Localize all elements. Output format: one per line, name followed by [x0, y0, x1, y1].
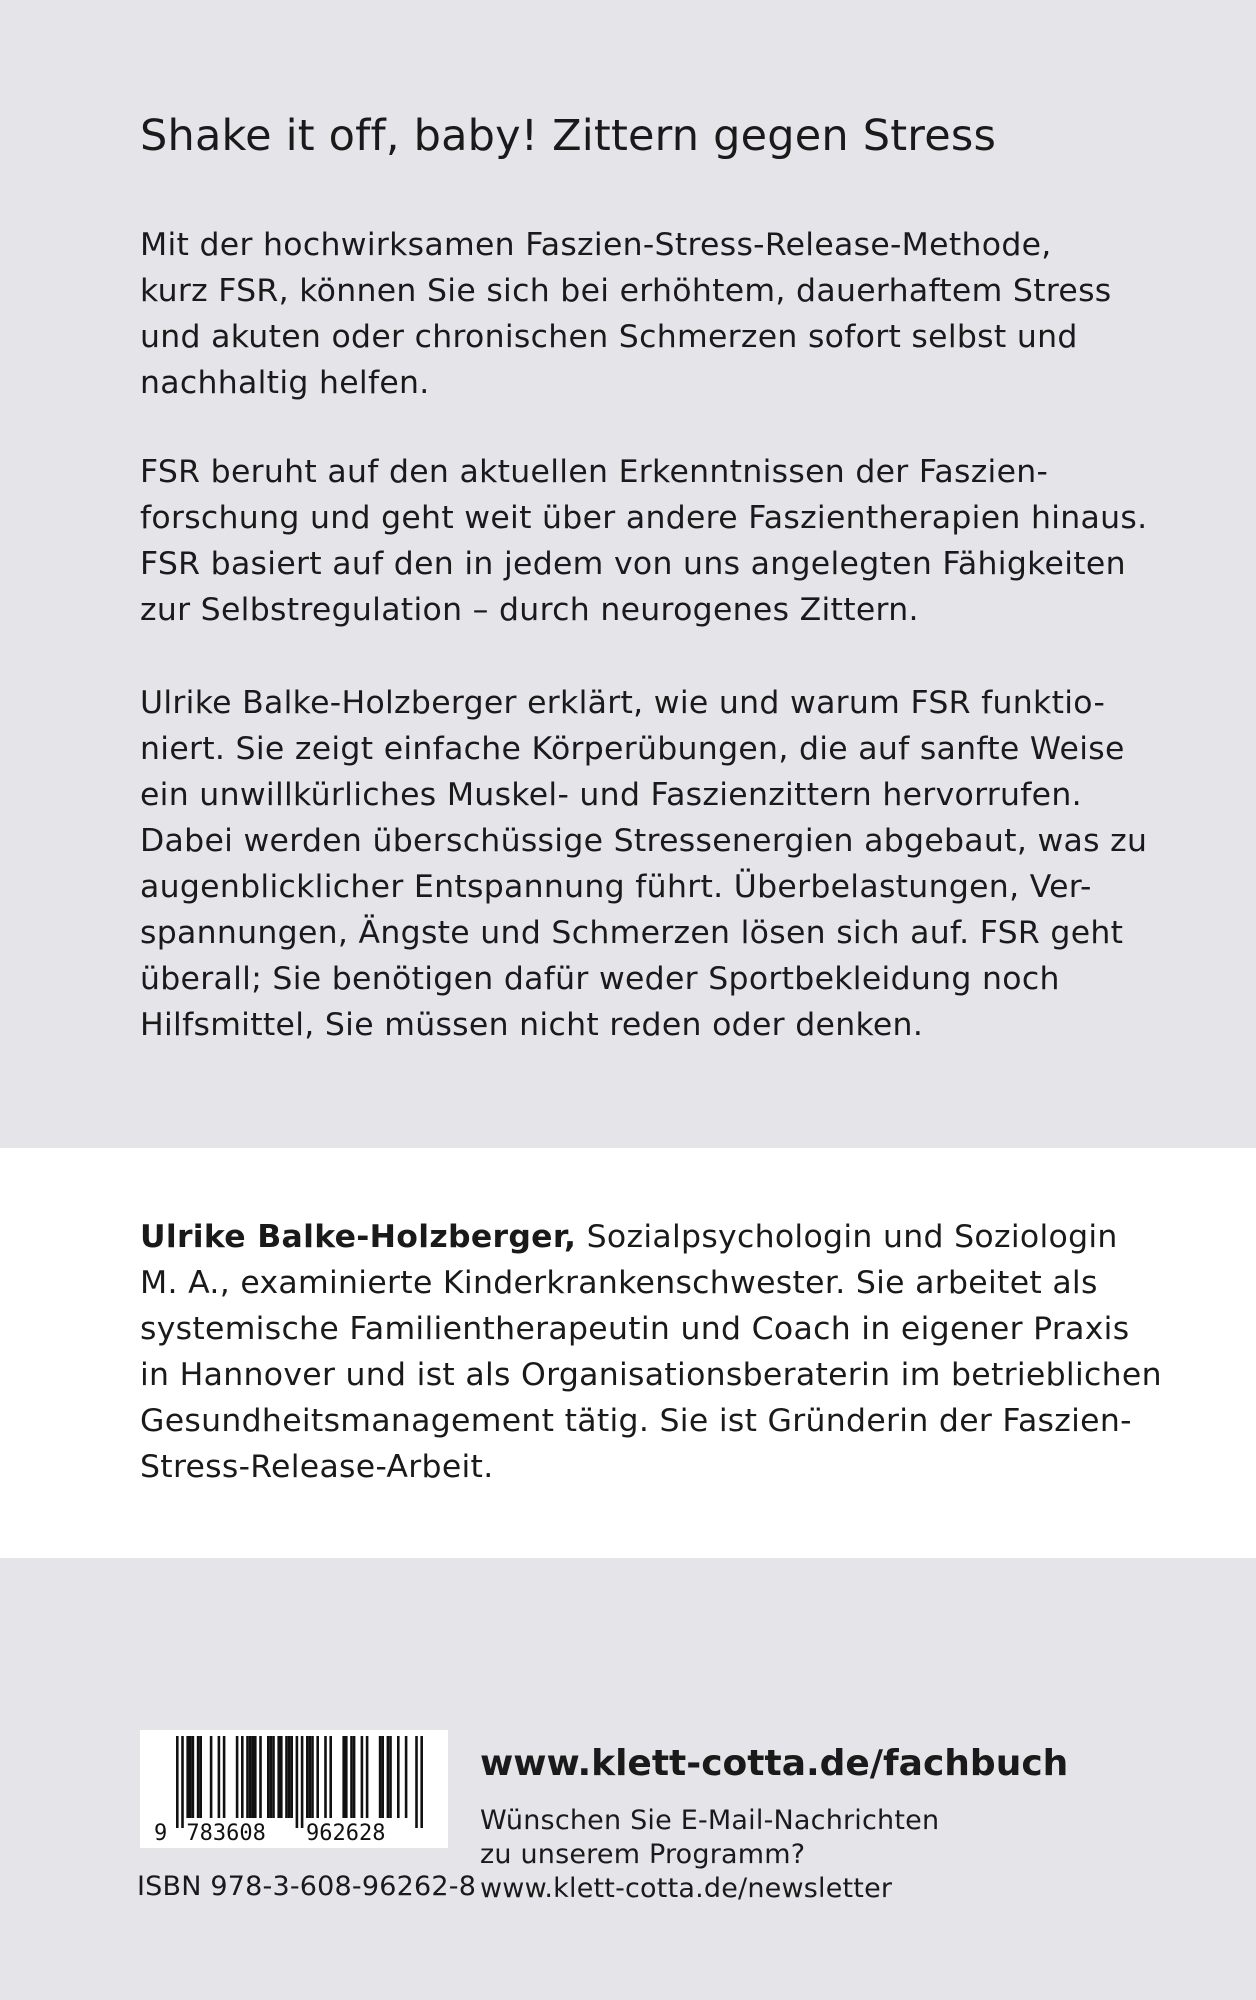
publisher-section [0, 1558, 1256, 2000]
publisher-website-link[interactable]: www.klett-cotta.de/fachbuch [480, 1743, 1069, 1784]
text-line: FSR basiert auf den in jedem von uns angelegten Fähigkeiten [140, 546, 1126, 582]
barcode-guard-bar [181, 1736, 184, 1828]
barcode-bar [405, 1736, 408, 1818]
text-line: in Hannover und ist als Organisationsberaterin im betrieblichen [140, 1357, 1162, 1393]
barcode-bar [306, 1736, 309, 1818]
barcode-bar [236, 1736, 239, 1818]
text-line: FSR beruht auf den aktuellen Erkenntnissen der Faszien- [140, 454, 1049, 490]
barcode-bar [290, 1736, 293, 1818]
barcode-bar [316, 1736, 319, 1818]
barcode-digit: 9 [154, 1821, 168, 1846]
headline: Shake it off, baby! Zittern gegen Stress [140, 111, 997, 161]
text-line [140, 1214, 1162, 1260]
isbn-label: ISBN 978-3-608-96262-8 [137, 1871, 477, 1902]
text-line: und akuten oder chronischen Schmerzen sofort selbst und [140, 319, 1078, 355]
barcode-bar [324, 1736, 327, 1818]
barcode-guard-bar [176, 1736, 179, 1828]
barcode-bar [251, 1736, 254, 1818]
barcode-guard-bar [301, 1736, 304, 1828]
text-line: nachhaltig helfen. [140, 365, 430, 401]
barcode-bar [197, 1736, 200, 1818]
blurb-paragraph-3 [140, 680, 1148, 1048]
barcode-bar [189, 1736, 192, 1818]
author-bio [140, 1214, 1162, 1490]
text-line: M. A., examinierte Kinderkrankenschwester. Sie arbeitet als [140, 1265, 1098, 1301]
text-line: Gesundheitsmanagement tätig. Sie ist Gründerin der Faszien- [140, 1403, 1132, 1439]
text-line: niert. Sie zeigt einfache Körperübungen, die auf sanfte Weise [140, 731, 1125, 767]
barcode-bar [342, 1736, 345, 1818]
barcode-bar [241, 1736, 244, 1818]
barcode-bar [366, 1736, 369, 1818]
text-line: Ulrike Balke-Holzberger erklärt, wie und warum FSR funktio- [140, 685, 1106, 721]
barcode-bar [397, 1736, 400, 1818]
text-line: kurz FSR, können Sie sich bei erhöhtem, dauerhaftem Stress [140, 273, 1112, 309]
text-line: überall; Sie benötigen dafür weder Sportbekleidung noch [140, 961, 1060, 997]
barcode-bar [288, 1736, 291, 1818]
blurb-paragraph-1 [140, 222, 1140, 406]
text-line: zur Selbstregulation – durch neurogenes Zittern. [140, 592, 919, 628]
barcode-bar [246, 1736, 249, 1818]
barcode-bar [345, 1736, 348, 1818]
text-line: spannungen, Ängste und Schmerzen lösen sich auf. FSR geht [140, 915, 1124, 951]
text-line: augenblicklicher Entspannung führt. Überbelastungen, Ver- [140, 869, 1092, 905]
barcode-bar [272, 1736, 275, 1818]
barcode-guard-bar [420, 1736, 423, 1828]
blurb-paragraph-2 [140, 449, 1148, 633]
text-line: Hilfsmittel, Sie müssen nicht reden oder denken. [140, 1007, 924, 1043]
barcode-bar [267, 1736, 270, 1818]
barcode-bar [277, 1736, 280, 1818]
text-line: Mit der hochwirksamen Faszien-Stress-Release-Methode, [140, 227, 1052, 263]
barcode-bar [389, 1736, 392, 1818]
bio-text: Sozialpsychologin und Soziologin [576, 1219, 1118, 1255]
text-line: ein unwillkürliches Muskel- und Faszienzittern hervorrufen. [140, 777, 1082, 813]
newsletter-note [480, 1804, 939, 1906]
barcode-bar [309, 1736, 312, 1818]
text-line: Stress-Release-Arbeit. [140, 1449, 494, 1485]
barcode-digits-left: 783608 [186, 1821, 266, 1846]
barcode-bar [361, 1736, 364, 1818]
barcode-bar [270, 1736, 273, 1818]
barcode-bar [350, 1736, 353, 1818]
text-line: zu unserem Programm? [480, 1839, 806, 1870]
barcode-graphic [140, 1730, 448, 1848]
barcode-bar [259, 1736, 262, 1818]
barcode-bar [199, 1736, 202, 1818]
barcode-bar [285, 1736, 288, 1818]
barcode-bar [192, 1736, 195, 1818]
newsletter-link[interactable]: www.klett-cotta.de/newsletter [480, 1873, 893, 1904]
author-bio-section [0, 1148, 1256, 1558]
barcode [140, 1730, 448, 1848]
barcode-guard-bar [296, 1736, 299, 1828]
barcode-bar [210, 1736, 213, 1818]
barcode-bar [249, 1736, 252, 1818]
barcode-bar [254, 1736, 257, 1818]
text-line: systemische Familientherapeutin und Coach in eigener Praxis [140, 1311, 1130, 1347]
barcode-bar [379, 1736, 382, 1818]
barcode-bar [311, 1736, 314, 1818]
barcode-bar [329, 1736, 332, 1818]
barcode-bar [280, 1736, 283, 1818]
barcode-bar [381, 1736, 384, 1818]
barcode-bar [218, 1736, 221, 1818]
barcode-bar [186, 1736, 189, 1818]
text-line: Dabei werden überschüssige Stressenergien abgebaut, was zu [140, 823, 1148, 859]
text-line: Wünschen Sie E-Mail-Nachrichten [480, 1805, 940, 1836]
barcode-guard-bar [415, 1736, 418, 1828]
barcode-bar [223, 1736, 226, 1818]
barcode-bar [387, 1736, 390, 1818]
barcode-digits-right: 962628 [306, 1821, 386, 1846]
author-name: Ulrike Balke-Holzberger, [140, 1219, 577, 1255]
barcode-bar [353, 1736, 356, 1818]
text-line: forschung und geht weit über andere Faszientherapien hinaus. [140, 500, 1148, 536]
